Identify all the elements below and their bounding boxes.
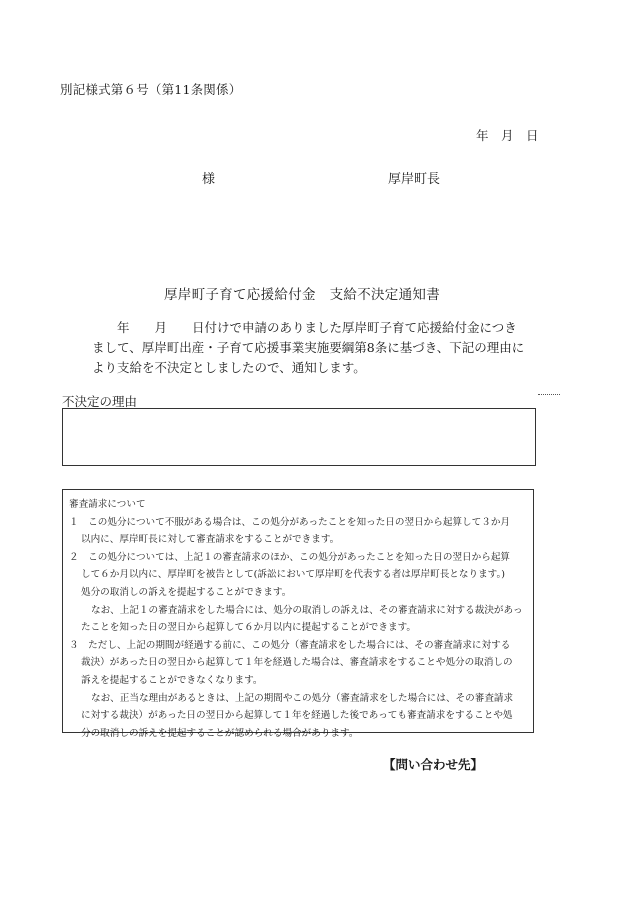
- notice-body: [84, 318, 534, 378]
- document-title: 厚岸町子育て応援給付金 支給不決定通知書: [164, 287, 440, 303]
- issuer: 厚岸町長: [388, 172, 441, 187]
- appeal-line: 裁決）があった日の翌日から起算して１年を経過した場合は、審査請求をすることや処分の取消しの: [81, 657, 513, 669]
- appeal-line: １ この処分について不服がある場合は、この処分があったことを知った日の翌日から起算して３か月: [69, 516, 511, 528]
- notice-body-line: まして、厚岸町出産・子育て応援事業実施要綱第8条に基づき、下記の理由に: [92, 340, 525, 355]
- appeal-line: 分の取消しの訴えを提起することが認められる場合があります。: [81, 727, 359, 739]
- reason-field[interactable]: [62, 408, 536, 466]
- appeal-line: たことを知った日の翌日から起算して６か月以内に提起することができます。: [81, 622, 417, 634]
- appeal-line: に対する裁決）があった日の翌日から起算して１年を経過した後であっても審査請求をすることや処: [81, 710, 513, 722]
- appeal-line: なお、正当な理由があるときは、上記の期間やこの処分（審査請求をした場合には、その審査請求: [91, 692, 514, 704]
- appeal-line: して６か月以内に、厚岸町を被告として(訴訟において厚岸町を代表する者は厚岸町長となります。): [81, 569, 506, 581]
- form-number: 別記様式第６号（第11条関係）: [60, 82, 242, 97]
- appeal-heading: 審査請求について: [69, 499, 146, 510]
- dotted-divider: [538, 394, 560, 395]
- appeal-line: 以内に、厚岸町長に対して審査請求をすることができます。: [81, 534, 340, 546]
- appeal-line: 処分の取消しの訴えを提起することができます。: [81, 586, 292, 598]
- appeal-notice-box: [62, 489, 534, 739]
- appeal-line: 訴えを提起することができなくなります。: [81, 674, 263, 686]
- appeal-line: ３ ただし、上記の期間が経過する前に、この処分（審査請求をした場合には、その審査請求に対する: [69, 639, 511, 651]
- contact-heading: 【問い合わせ先】: [383, 757, 484, 772]
- appeal-line: ２ この処分については、上記１の審査請求のほか、この処分があったことを知った日の翌日から起算: [69, 551, 511, 563]
- issue-date: 年 月 日: [476, 128, 539, 143]
- addressee: 様: [202, 172, 216, 187]
- appeal-line: なお、上記１の審査請求をした場合には、処分の取消しの訴えは、その審査請求に対する裁決があっ: [91, 604, 523, 616]
- notice-body-line: より支給を不決定としましたので、通知します。: [92, 360, 366, 375]
- notice-body-line: 年 月 日付けで申請のありました厚岸町子育て応援給付金につき: [117, 320, 517, 335]
- reason-label: 不決定の理由: [62, 394, 138, 409]
